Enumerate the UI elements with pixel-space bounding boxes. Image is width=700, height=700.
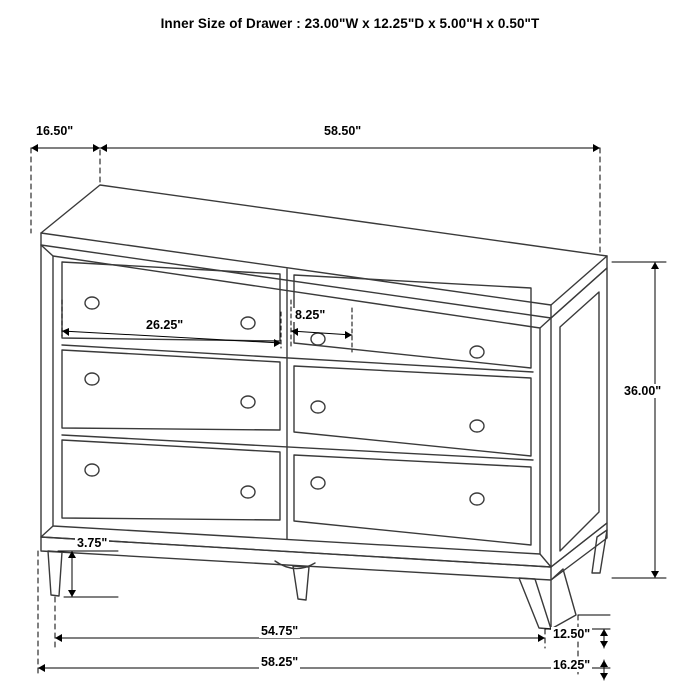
- dimension-label-height-right: 36.00": [624, 384, 662, 398]
- base-rail-front: [41, 537, 551, 580]
- dimension-label-base-inner-width: 54.75": [261, 624, 299, 638]
- leg-rear-far: [592, 530, 607, 573]
- drawer-knob-right-bottom-a: [311, 477, 325, 489]
- drawer-knob-right-top-a: [311, 333, 325, 345]
- drawer-knob-left-top-a: [85, 297, 99, 309]
- drawer-front-right-middle: [294, 366, 531, 456]
- drawer-knob-left-bottom-a: [85, 464, 99, 476]
- drawer-knob-left-bottom-b: [241, 486, 255, 498]
- dimension-label-depth-top: 16.50": [36, 124, 74, 138]
- drawer-row-divider-2: [62, 435, 533, 460]
- dimension-label-leg-height: 3.75": [77, 536, 108, 550]
- dimension-label-base-outer-width: 58.25": [261, 655, 299, 669]
- dimension-label-narrow-drawer: 8.25": [295, 308, 326, 322]
- drawer-knob-right-middle-b: [470, 420, 484, 432]
- drawer-row-divider-1: [62, 345, 533, 372]
- cabinet-front-inner-frame: [53, 256, 540, 554]
- drawer-front-left-bottom: [62, 440, 280, 520]
- drawer-front-left-middle: [62, 350, 280, 430]
- dimension-arrowheads: [31, 144, 659, 680]
- drawer-front-right-bottom: [294, 455, 531, 545]
- dimension-label-wide-drawer: 26.25": [146, 318, 184, 332]
- leg-front-left: [48, 551, 62, 596]
- drawer-knob-right-top-b: [470, 346, 484, 358]
- page-title: Inner Size of Drawer : 23.00"W x 12.25"D x 5.00"H x 0.50"T: [160, 16, 540, 31]
- drawer-knob-left-middle-b: [241, 396, 255, 408]
- drawer-knob-right-middle-a: [311, 401, 325, 413]
- dimension-label-foot-depth: 16.25": [553, 658, 591, 672]
- leg-front-right: [519, 578, 551, 629]
- leg-front-center: [293, 566, 309, 600]
- drawer-knob-right-bottom-b: [470, 493, 484, 505]
- drawer-knob-left-top-b: [241, 317, 255, 329]
- dimension-label-width-top: 58.50": [324, 124, 362, 138]
- cabinet-side-panel: [560, 292, 599, 551]
- drawer-knob-left-middle-a: [85, 373, 99, 385]
- dim-line-wide-drawer: [62, 331, 281, 343]
- dimension-label-base-depth: 12.50": [553, 627, 591, 641]
